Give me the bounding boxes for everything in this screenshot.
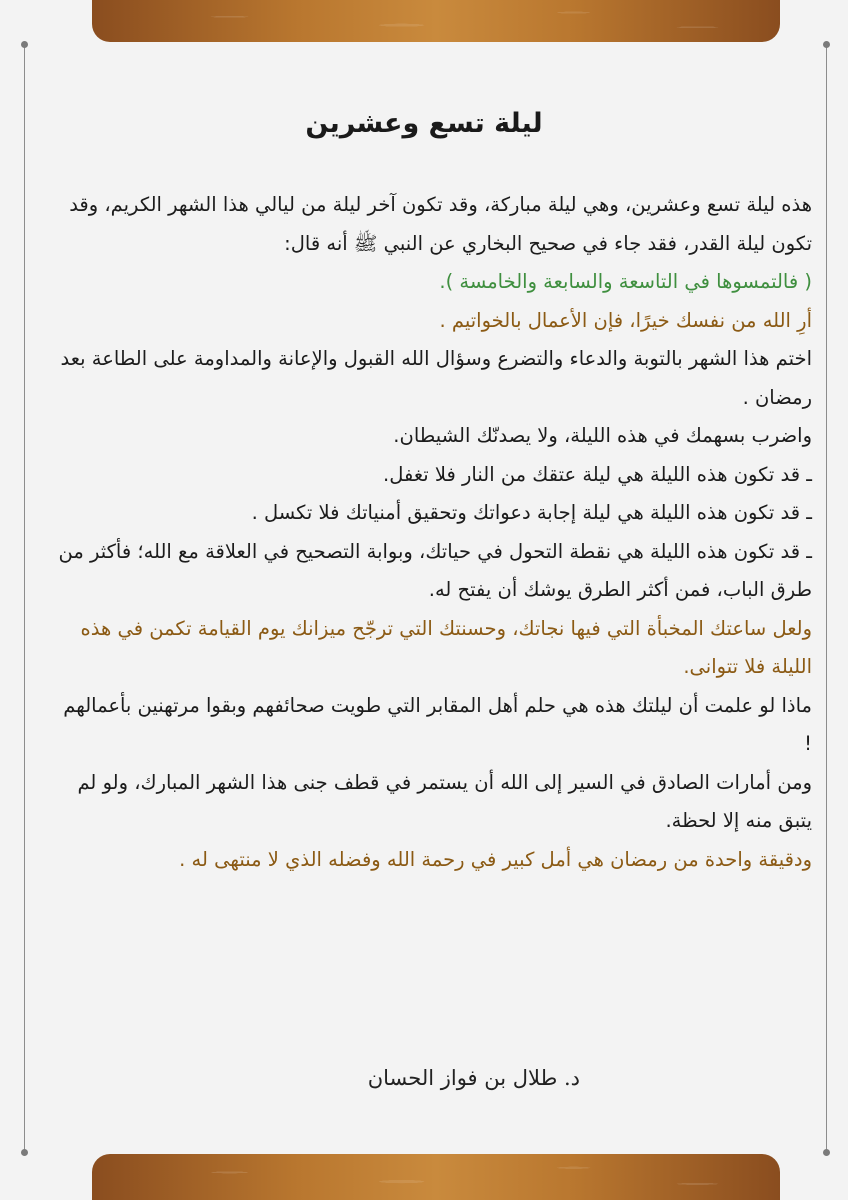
article-body [52, 186, 812, 879]
paragraph-tahawwul: ـ قد تكون هذه الليلة هي نقطة التحول في حياتك، وبوابة التصحيح في العلاقة مع الله؛ فأكثر من طرق الباب، فمن أكثر الطرق يوشك أن يفتح له. [58, 539, 812, 601]
author-signature: د. طلال بن فواز الحسان [367, 1066, 580, 1090]
page-title: ليلة تسع وعشرين [305, 108, 543, 139]
hadith-quote: ( فالتمسوها في التاسعة والسابعة والخامسة ). [439, 270, 812, 293]
paragraph-ikhtim: اختم هذا الشهر بالتوبة والدعاء والتضرع وسؤال الله القبول والإعانة والمداومة على الطاعة بعد رمضان . [60, 347, 812, 409]
paragraph-itq: ـ قد تكون هذه الليلة هي ليلة عتقك من النار فلا تغفل. [383, 462, 812, 486]
paragraph-ijaba: ـ قد تكون هذه الليلة هي ليلة إجابة دعواتك وتحقيق أمنياتك فلا تكسل . [251, 501, 812, 524]
paragraph-intro: هذه ليلة تسع وعشرين، وهي ليلة مباركة، وقد تكون آخر ليلة من ليالي هذا الشهر الكريم، وقد تكون ليلة القدر، فقد جاء في صحيح البخاري عن النبي ﷺ أنه قال: [69, 193, 812, 255]
frame-dot-bottom-left [21, 1149, 28, 1156]
paragraph-idrib: واضرب بسهمك في هذه الليلة، ولا يصدنّك الشيطان. [393, 424, 812, 447]
frame-dot-bottom-right [823, 1149, 830, 1156]
paragraph-maqabir: ماذا لو علمت أن ليلتك هذه هي حلم أهل المقابر التي طويت صحائفهم وبقوا مرتهنين بأعمالهم ! [63, 693, 812, 755]
bottom-decorative-banner [92, 1154, 780, 1200]
paragraph-amarat: ومن أمارات الصادق في السير إلى الله أن يستمر في قطف جنى هذا الشهر المبارك، ولو لم يتبق منه إلا لحظة. [77, 770, 812, 832]
right-frame-line [826, 44, 827, 1152]
paragraph-khawatim: أرِ الله من نفسك خيرًا، فإن الأعمال بالخواتيم . [439, 308, 812, 332]
frame-dot-top-right [823, 41, 830, 48]
left-frame-line [24, 44, 25, 1152]
paragraph-daqiqa: ودقيقة واحدة من رمضان هي أمل كبير في رحمة الله وفضله الذي لا منتهى له . [179, 847, 812, 871]
frame-dot-top-left [21, 41, 28, 48]
top-decorative-banner [92, 0, 780, 42]
paragraph-saah: ولعل ساعتك المخبأة التي فيها نجاتك، وحسنتك التي ترجّح ميزانك يوم القيامة تكمن في هذه الليلة فلا تتوانى. [80, 616, 812, 678]
